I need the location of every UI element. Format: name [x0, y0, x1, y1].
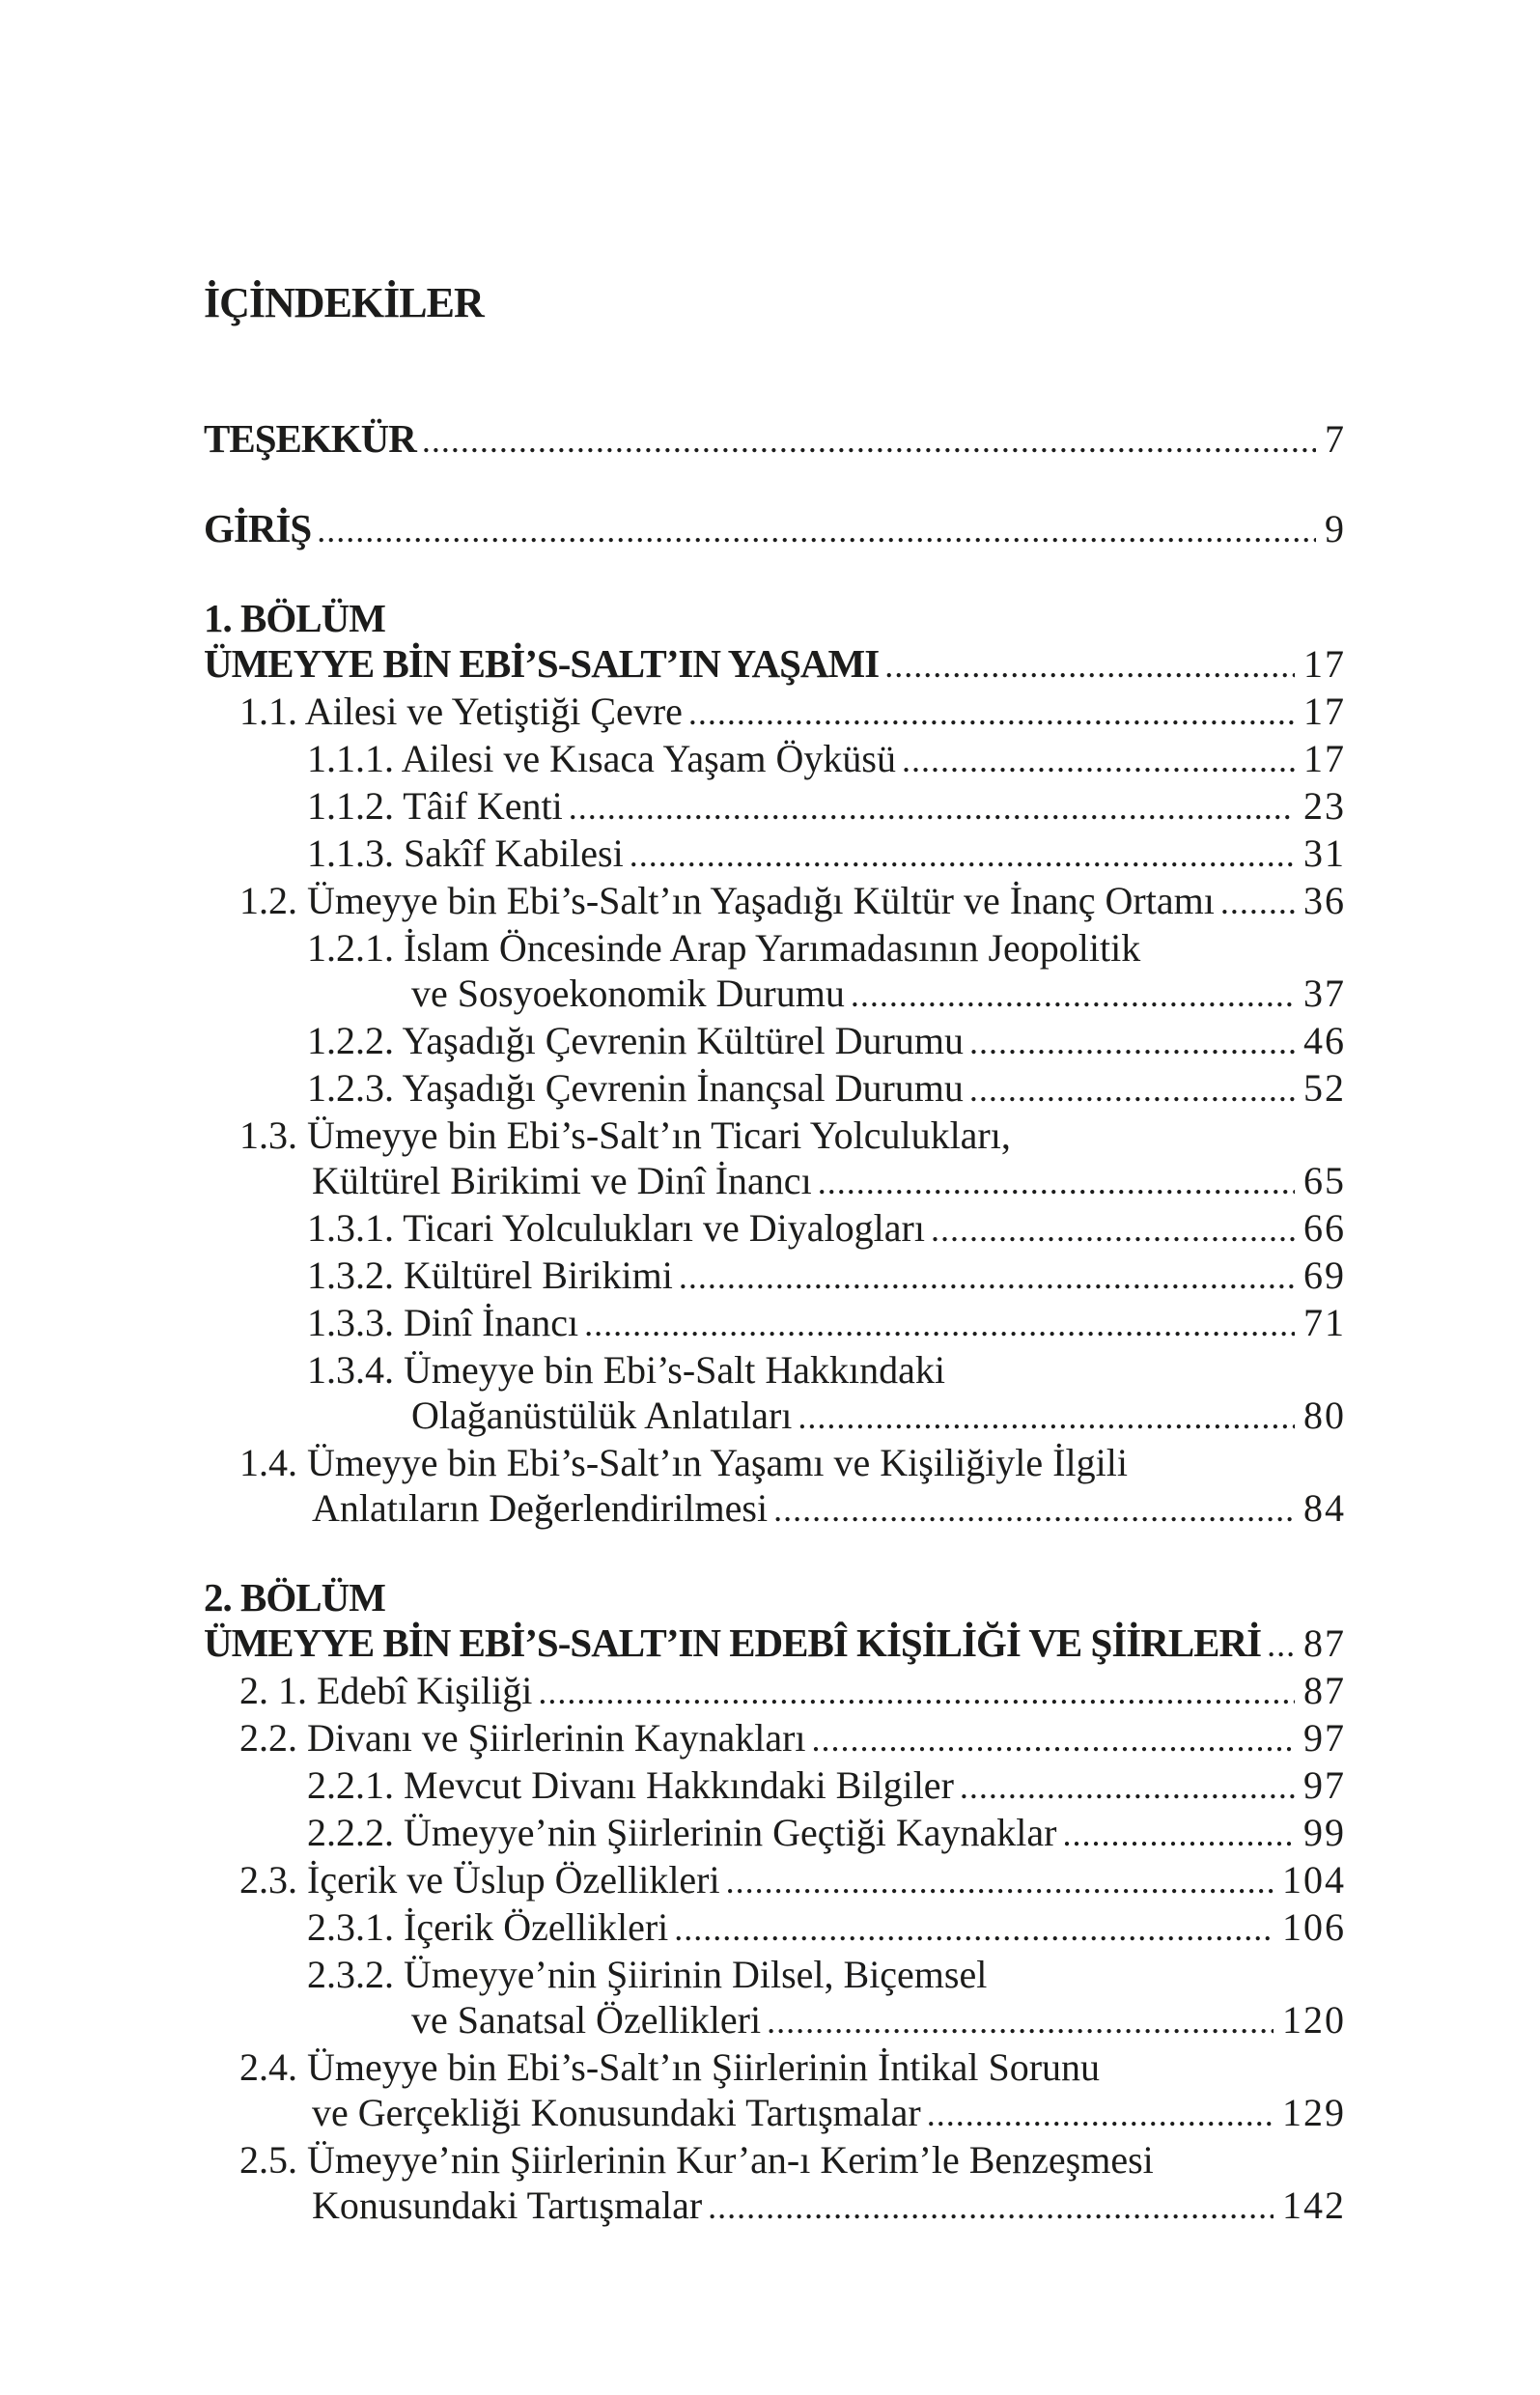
toc-entry-label: GİRİŞ: [204, 506, 312, 550]
toc-row: [204, 416, 1346, 464]
toc-row: [204, 2044, 1346, 2090]
toc-entry-label: 2.5. Ümeyye’nin Şiirlerinin Kur’an-ı Kerim’le Benzeşmesi: [239, 2138, 1154, 2182]
toc-row: [204, 1620, 1346, 1668]
toc-page-number: 71: [1303, 1301, 1346, 1344]
toc-row: [204, 596, 1346, 641]
toc-entry-label: 1.1.2. Tâif Kenti: [307, 784, 563, 828]
toc-page-number: 99: [1303, 1811, 1346, 1854]
toc-entry-label: 1.1. Ailesi ve Yetiştiği Çevre: [239, 690, 683, 733]
toc-entry-label: 1.2. Ümeyye bin Ebi’s-Salt’ın Yaşadığı Kültür ve İnanç Ortamı: [239, 879, 1215, 922]
toc-row: [204, 736, 1346, 783]
toc-entry-label: Konusundaki Tartışmalar: [312, 2184, 703, 2227]
dot-leader: [624, 831, 1295, 878]
toc-entry-label: 1.2.1. İslam Öncesinde Arap Yarımadasının Jeopolitik: [307, 926, 1141, 970]
toc-row: [204, 1018, 1346, 1065]
toc-page-number: 9: [1325, 507, 1346, 550]
toc-row: [204, 1810, 1346, 1857]
toc-entry-label: ve Sosyoekonomik Durumu: [411, 972, 845, 1015]
toc-row: [204, 506, 1346, 553]
dot-leader: [702, 2183, 1274, 2230]
toc-page-number: 36: [1303, 879, 1346, 922]
toc-page-number: 52: [1303, 1066, 1346, 1110]
toc-page-number: 23: [1303, 784, 1346, 828]
toc-row: [204, 1485, 1346, 1533]
toc-row: [204, 689, 1346, 736]
toc-page-number: 129: [1282, 2091, 1346, 2134]
toc-entry-label: 1.1.1. Ailesi ve Kısaca Yaşam Öyküsü: [307, 737, 896, 780]
toc-row: [204, 2090, 1346, 2137]
toc-row: [204, 1997, 1346, 2044]
toc-entry-label: ve Gerçekliği Konusundaki Tartışmalar: [312, 2091, 921, 2134]
toc-entry-label: 1.3.3. Dinî İnancı: [307, 1301, 579, 1344]
toc-row: [204, 2183, 1346, 2230]
dot-leader: [792, 1393, 1295, 1440]
toc-page-number: 46: [1303, 1019, 1346, 1062]
toc-row: [204, 1762, 1346, 1810]
toc-row: [204, 1113, 1346, 1158]
toc-entry-label: 2.2.2. Ümeyye’nin Şiirlerinin Geçtiği Kaynaklar: [307, 1811, 1057, 1854]
toc-row: [204, 783, 1346, 831]
toc-row: [204, 1952, 1346, 1997]
toc-entry-label: 1.3. Ümeyye bin Ebi’s-Salt’ın Ticari Yolculukları,: [239, 1113, 1011, 1157]
toc-entry-label: 1.2.3. Yaşadığı Çevrenin İnançsal Durumu: [307, 1066, 964, 1110]
dot-leader: [921, 2090, 1274, 2137]
toc-entry-label: ÜMEYYE BİN EBİ’S-SALT’IN YAŞAMI: [204, 641, 880, 686]
toc-page-number: 87: [1303, 1621, 1346, 1665]
dot-leader: [954, 1762, 1295, 1810]
toc-page-number: 7: [1325, 417, 1346, 461]
dot-leader: [683, 689, 1295, 736]
toc-entry-label: ve Sanatsal Özellikleri: [411, 1998, 762, 2042]
toc-row: [204, 1904, 1346, 1952]
toc-row: [204, 1253, 1346, 1300]
toc-row: [204, 1300, 1346, 1347]
toc-entry-label: 2.3.1. İçerik Özellikleri: [307, 1905, 669, 1949]
toc-page-number: 80: [1303, 1394, 1346, 1437]
toc-entry-label: 2.2.1. Mevcut Divanı Hakkındaki Bilgiler: [307, 1763, 954, 1807]
dot-leader: [761, 1997, 1274, 2044]
toc-page-number: 31: [1303, 831, 1346, 875]
toc-entry-label: 2. BÖLÜM: [204, 1575, 385, 1620]
toc-page-number: 106: [1282, 1905, 1346, 1949]
toc-row: [204, 1205, 1346, 1253]
dot-leader: [964, 1018, 1295, 1065]
toc-entry-label: TEŞEKKÜR: [204, 416, 416, 461]
toc-entry-label: 1.2.2. Yaşadığı Çevrenin Kültürel Durumu: [307, 1019, 964, 1062]
toc-entry-label: 1.3.2. Kültürel Birikimi: [307, 1254, 673, 1297]
dot-leader: [720, 1857, 1274, 1904]
toc-list: [204, 416, 1346, 2230]
toc-page-number: 17: [1303, 642, 1346, 686]
toc-row: [204, 878, 1346, 925]
toc-row: [204, 1668, 1346, 1715]
toc-row: [204, 1065, 1346, 1113]
dot-leader: [964, 1065, 1295, 1113]
toc-entry-label: 1.3.4. Ümeyye bin Ebi’s-Salt Hakkındaki: [307, 1348, 946, 1392]
toc-page-number: 65: [1303, 1159, 1346, 1202]
toc-entry-label: Anlatıların Değerlendirilmesi: [312, 1486, 769, 1530]
toc-page-number: 142: [1282, 2184, 1346, 2227]
toc-page-number: 17: [1303, 690, 1346, 733]
dot-leader: [879, 641, 1295, 689]
dot-leader: [896, 736, 1295, 783]
dot-leader: [532, 1668, 1295, 1715]
toc-entry-label: 2.3. İçerik ve Üslup Özellikleri: [239, 1858, 720, 1902]
toc-entry-label: 2.2. Divanı ve Şiirlerinin Kaynakları: [239, 1716, 806, 1760]
dot-leader: [1215, 878, 1295, 925]
toc-entry-label: ÜMEYYE BİN EBİ’S-SALT’IN EDEBÎ KİŞİLİĞİ VE ŞİİRLERİ: [204, 1620, 1262, 1665]
toc-row: [204, 1158, 1346, 1205]
toc-entry-label: 2.4. Ümeyye bin Ebi’s-Salt’ın Şiirlerinin İntikal Sorunu: [239, 2045, 1101, 2089]
toc-page-number: 66: [1303, 1206, 1346, 1250]
dot-leader: [1261, 1620, 1295, 1668]
toc-row: [204, 1347, 1346, 1393]
dot-leader: [563, 783, 1295, 831]
toc-row: [204, 1857, 1346, 1904]
dot-leader: [925, 1205, 1295, 1253]
toc-page-number: 120: [1282, 1998, 1346, 2042]
toc-row: [204, 1393, 1346, 1440]
dot-leader: [311, 506, 1316, 553]
dot-leader: [673, 1253, 1295, 1300]
dot-leader: [668, 1904, 1274, 1952]
toc-page-number: 104: [1282, 1858, 1346, 1902]
dot-leader: [416, 416, 1316, 464]
toc-entry-label: 1.3.1. Ticari Yolculukları ve Diyalogları: [307, 1206, 925, 1250]
toc-page-number: 17: [1303, 737, 1346, 780]
toc-row: [204, 925, 1346, 971]
dot-leader: [845, 971, 1295, 1018]
toc-entry-label: 2.3.2. Ümeyye’nin Şiirinin Dilsel, Biçemsel: [307, 1953, 988, 1996]
dot-leader: [768, 1485, 1295, 1533]
toc-entry-label: 1. BÖLÜM: [204, 596, 385, 640]
toc-row: [204, 1575, 1346, 1620]
toc-entry-label: Kültürel Birikimi ve Dinî İnancı: [312, 1159, 812, 1202]
toc-page-number: 69: [1303, 1254, 1346, 1297]
dot-leader: [812, 1158, 1295, 1205]
toc-entry-label: Olağanüstülük Anlatıları: [411, 1394, 793, 1437]
toc-row: [204, 1440, 1346, 1485]
dot-leader: [806, 1715, 1295, 1762]
toc-page-number: 87: [1303, 1669, 1346, 1712]
toc-page-number: 37: [1303, 972, 1346, 1015]
toc-page-number: 97: [1303, 1716, 1346, 1760]
toc-row: [204, 971, 1346, 1018]
toc-row: [204, 1715, 1346, 1762]
dot-leader: [578, 1300, 1295, 1347]
toc-page-number: 84: [1303, 1486, 1346, 1530]
toc-entry-label: 1.1.3. Sakîf Kabilesi: [307, 831, 624, 875]
toc-entry-label: 2. 1. Edebî Kişiliği: [239, 1669, 533, 1712]
toc-entry-label: 1.4. Ümeyye bin Ebi’s-Salt’ın Yaşamı ve Kişiliğiyle İlgili: [239, 1441, 1128, 1484]
toc-row: [204, 2137, 1346, 2183]
page-title: İÇİNDEKİLER: [204, 279, 484, 326]
toc-row: [204, 831, 1346, 878]
dot-leader: [1056, 1810, 1295, 1857]
toc-row: [204, 641, 1346, 689]
toc-page-number: 97: [1303, 1763, 1346, 1807]
